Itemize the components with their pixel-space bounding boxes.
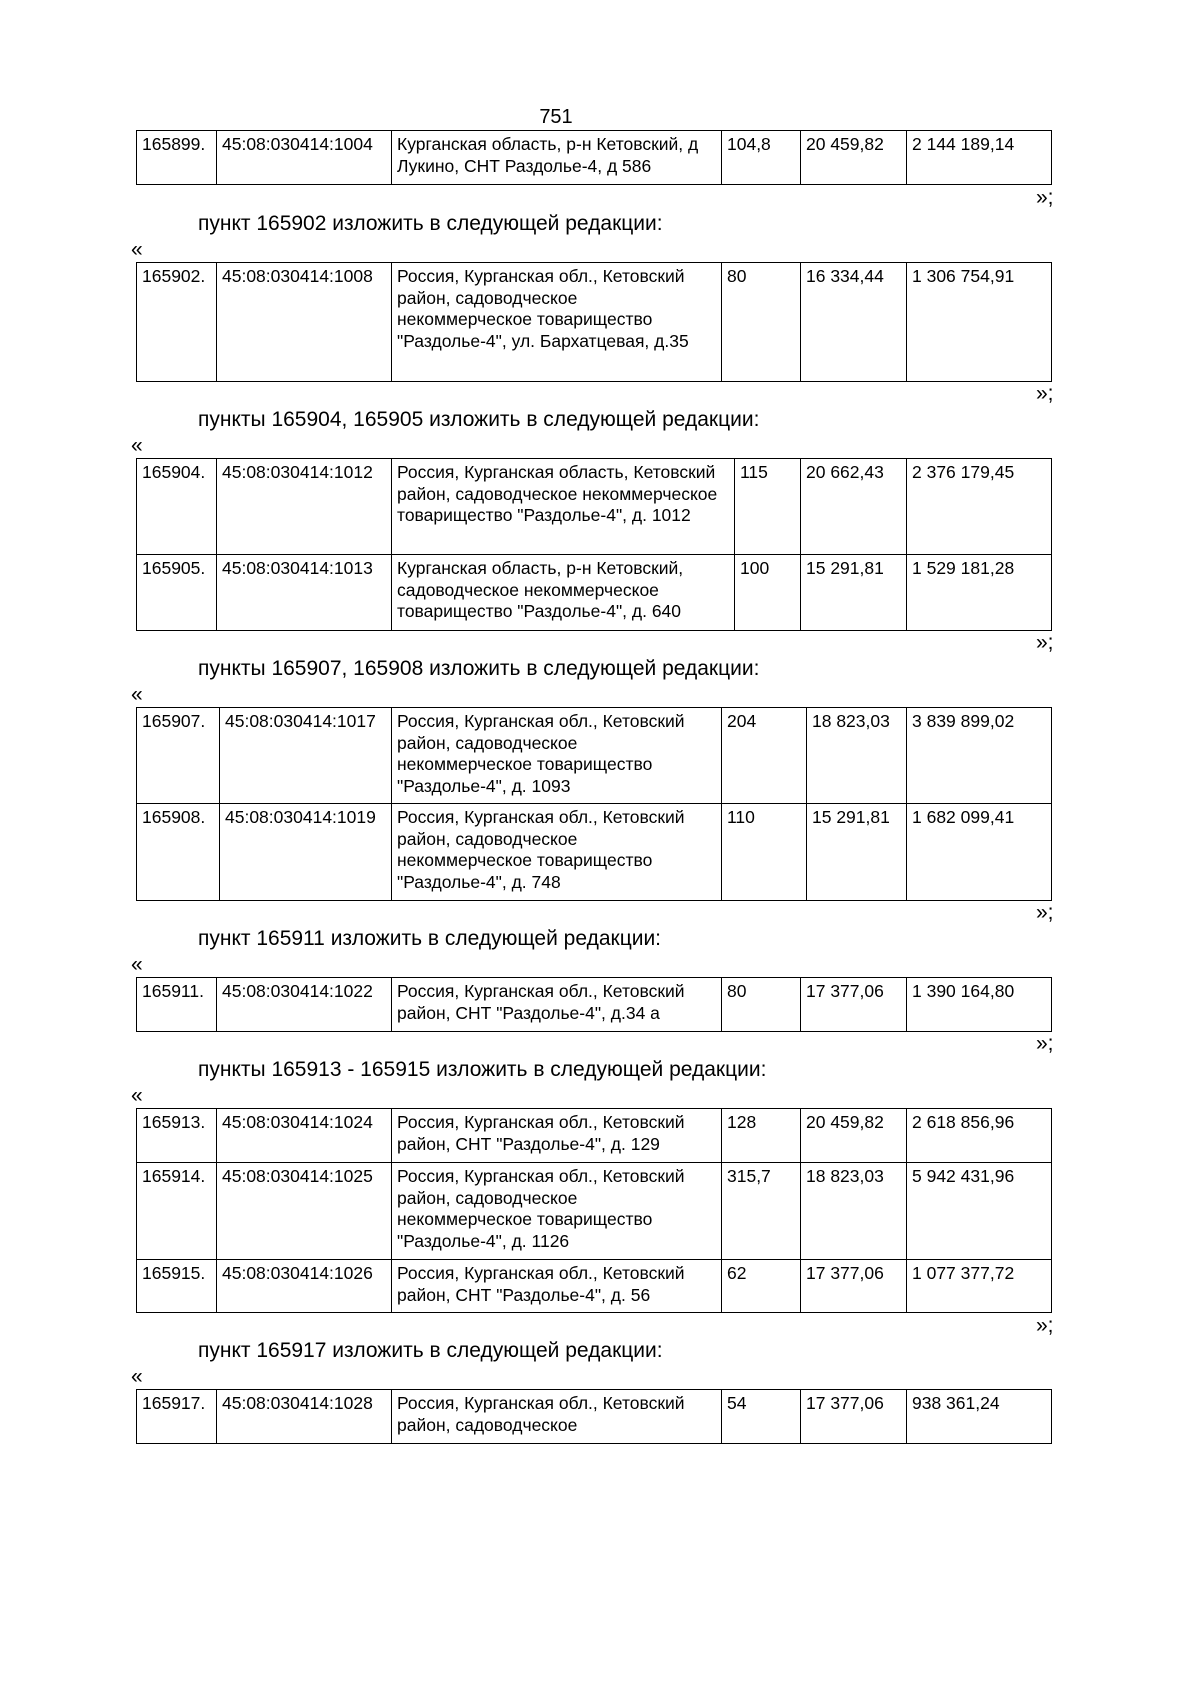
open-quote: « xyxy=(131,238,143,261)
section-intro: пункт 165911 изложить в следующей редакции: xyxy=(198,927,662,950)
address: Россия, Курганская обл., Кетовский район, СНТ "Раздолье-4", д. 129 xyxy=(392,1109,722,1163)
area: 62 xyxy=(722,1260,801,1313)
value: 2 144 189,14 xyxy=(907,131,1052,185)
table-row xyxy=(137,804,1052,901)
area: 204 xyxy=(722,708,807,804)
address: Россия, Курганская обл., Кетовский район, садоводческое xyxy=(392,1390,722,1444)
close-quote: »; xyxy=(1036,1314,1054,1337)
value: 1 682 099,41 xyxy=(907,804,1052,901)
address: Курганская область, р-н Кетовский, д Лукино, СНТ Раздолье-4, д 586 xyxy=(392,131,722,185)
area: 104,8 xyxy=(722,131,801,185)
area: 110 xyxy=(722,804,807,901)
cadastral-number: 45:08:030414:1004 xyxy=(217,131,392,185)
address: Курганская область, р-н Кетовский, садоводческое некоммерческое товарищество "Раздолье-4", д. 640 xyxy=(392,555,735,631)
row-number: 165914. xyxy=(137,1163,217,1260)
parcel-table xyxy=(136,262,1052,382)
row-number: 165917. xyxy=(137,1390,217,1444)
row-number: 165911. xyxy=(137,978,217,1032)
section-intro: пункт 165902 изложить в следующей редакции: xyxy=(198,212,663,235)
table-row xyxy=(137,263,1052,382)
open-quote: « xyxy=(131,1084,143,1107)
value: 5 942 431,96 xyxy=(907,1163,1052,1260)
parcel-table xyxy=(136,1108,1052,1313)
price: 17 377,06 xyxy=(801,978,907,1032)
price: 20 459,82 xyxy=(801,1109,907,1163)
cadastral-number: 45:08:030414:1017 xyxy=(220,708,392,804)
cadastral-number: 45:08:030414:1012 xyxy=(217,459,392,555)
row-number: 165913. xyxy=(137,1109,217,1163)
price: 18 823,03 xyxy=(807,708,907,804)
price: 17 377,06 xyxy=(801,1390,907,1444)
parcel-table xyxy=(136,130,1052,185)
address: Россия, Курганская область, Кетовский район, садоводческое некоммерческое товарищество "Раздолье-4", д. 1012 xyxy=(392,459,735,555)
row-number: 165915. xyxy=(137,1260,217,1313)
close-quote: »; xyxy=(1036,901,1054,924)
close-quote: »; xyxy=(1036,1032,1054,1055)
price: 15 291,81 xyxy=(801,555,907,631)
close-quote: »; xyxy=(1036,631,1054,654)
cadastral-number: 45:08:030414:1022 xyxy=(217,978,392,1032)
cadastral-number: 45:08:030414:1025 xyxy=(217,1163,392,1260)
open-quote: « xyxy=(131,683,143,706)
cadastral-number: 45:08:030414:1019 xyxy=(220,804,392,901)
area: 80 xyxy=(722,263,801,382)
table-row xyxy=(137,708,1052,804)
cadastral-number: 45:08:030414:1028 xyxy=(217,1390,392,1444)
table-row xyxy=(137,1260,1052,1313)
value: 2 618 856,96 xyxy=(907,1109,1052,1163)
price: 20 459,82 xyxy=(801,131,907,185)
area: 100 xyxy=(735,555,801,631)
cadastral-number: 45:08:030414:1026 xyxy=(217,1260,392,1313)
area: 115 xyxy=(735,459,801,555)
section-intro: пункты 165913 - 165915 изложить в следующей редакции: xyxy=(198,1058,767,1081)
row-number: 165908. xyxy=(137,804,220,901)
value: 1 529 181,28 xyxy=(907,555,1052,631)
open-quote: « xyxy=(131,953,143,976)
row-number: 165902. xyxy=(137,263,217,382)
table-row xyxy=(137,978,1052,1032)
close-quote: »; xyxy=(1036,186,1054,209)
value: 1 077 377,72 xyxy=(907,1260,1052,1313)
section-intro: пункт 165917 изложить в следующей редакции: xyxy=(198,1339,663,1362)
row-number: 165905. xyxy=(137,555,217,631)
cadastral-number: 45:08:030414:1024 xyxy=(217,1109,392,1163)
cadastral-number: 45:08:030414:1008 xyxy=(217,263,392,382)
table-row xyxy=(137,459,1052,555)
area: 54 xyxy=(722,1390,801,1444)
section-intro: пункты 165904, 165905 изложить в следующей редакции: xyxy=(198,408,760,431)
value: 3 839 899,02 xyxy=(907,708,1052,804)
parcel-table xyxy=(136,977,1052,1032)
page-number: 751 xyxy=(539,106,573,128)
parcel-table xyxy=(136,707,1052,901)
address: Россия, Курганская обл., Кетовский район, СНТ "Раздолье-4", д.34 а xyxy=(392,978,722,1032)
table-row xyxy=(137,1390,1052,1444)
address: Россия, Курганская обл., Кетовский район, СНТ "Раздолье-4", д. 56 xyxy=(392,1260,722,1313)
open-quote: « xyxy=(131,434,143,457)
address: Россия, Курганская обл., Кетовский район, садоводческое некоммерческое товарищество "Раздолье-4", ул. Бархатцевая, д.35 xyxy=(392,263,722,382)
table-row xyxy=(137,131,1052,185)
price: 16 334,44 xyxy=(801,263,907,382)
parcel-table xyxy=(136,1389,1052,1444)
price: 18 823,03 xyxy=(801,1163,907,1260)
row-number: 165904. xyxy=(137,459,217,555)
table-row xyxy=(137,555,1052,631)
table-row xyxy=(137,1109,1052,1163)
value: 938 361,24 xyxy=(907,1390,1052,1444)
address: Россия, Курганская обл., Кетовский район, садоводческое некоммерческое товарищество "Раздолье-4", д. 748 xyxy=(392,804,722,901)
table-row xyxy=(137,1163,1052,1260)
row-number: 165899. xyxy=(137,131,217,185)
cadastral-number: 45:08:030414:1013 xyxy=(217,555,392,631)
value: 1 390 164,80 xyxy=(907,978,1052,1032)
area: 315,7 xyxy=(722,1163,801,1260)
price: 20 662,43 xyxy=(801,459,907,555)
row-number: 165907. xyxy=(137,708,220,804)
parcel-table xyxy=(136,458,1052,631)
value: 2 376 179,45 xyxy=(907,459,1052,555)
area: 80 xyxy=(722,978,801,1032)
close-quote: »; xyxy=(1036,382,1054,405)
value: 1 306 754,91 xyxy=(907,263,1052,382)
address: Россия, Курганская обл., Кетовский район, садоводческое некоммерческое товарищество "Раздолье-4", д. 1126 xyxy=(392,1163,722,1260)
area: 128 xyxy=(722,1109,801,1163)
price: 15 291,81 xyxy=(807,804,907,901)
open-quote: « xyxy=(131,1365,143,1388)
section-intro: пункты 165907, 165908 изложить в следующей редакции: xyxy=(198,657,760,680)
address: Россия, Курганская обл., Кетовский район, садоводческое некоммерческое товарищество "Раздолье-4", д. 1093 xyxy=(392,708,722,804)
price: 17 377,06 xyxy=(801,1260,907,1313)
